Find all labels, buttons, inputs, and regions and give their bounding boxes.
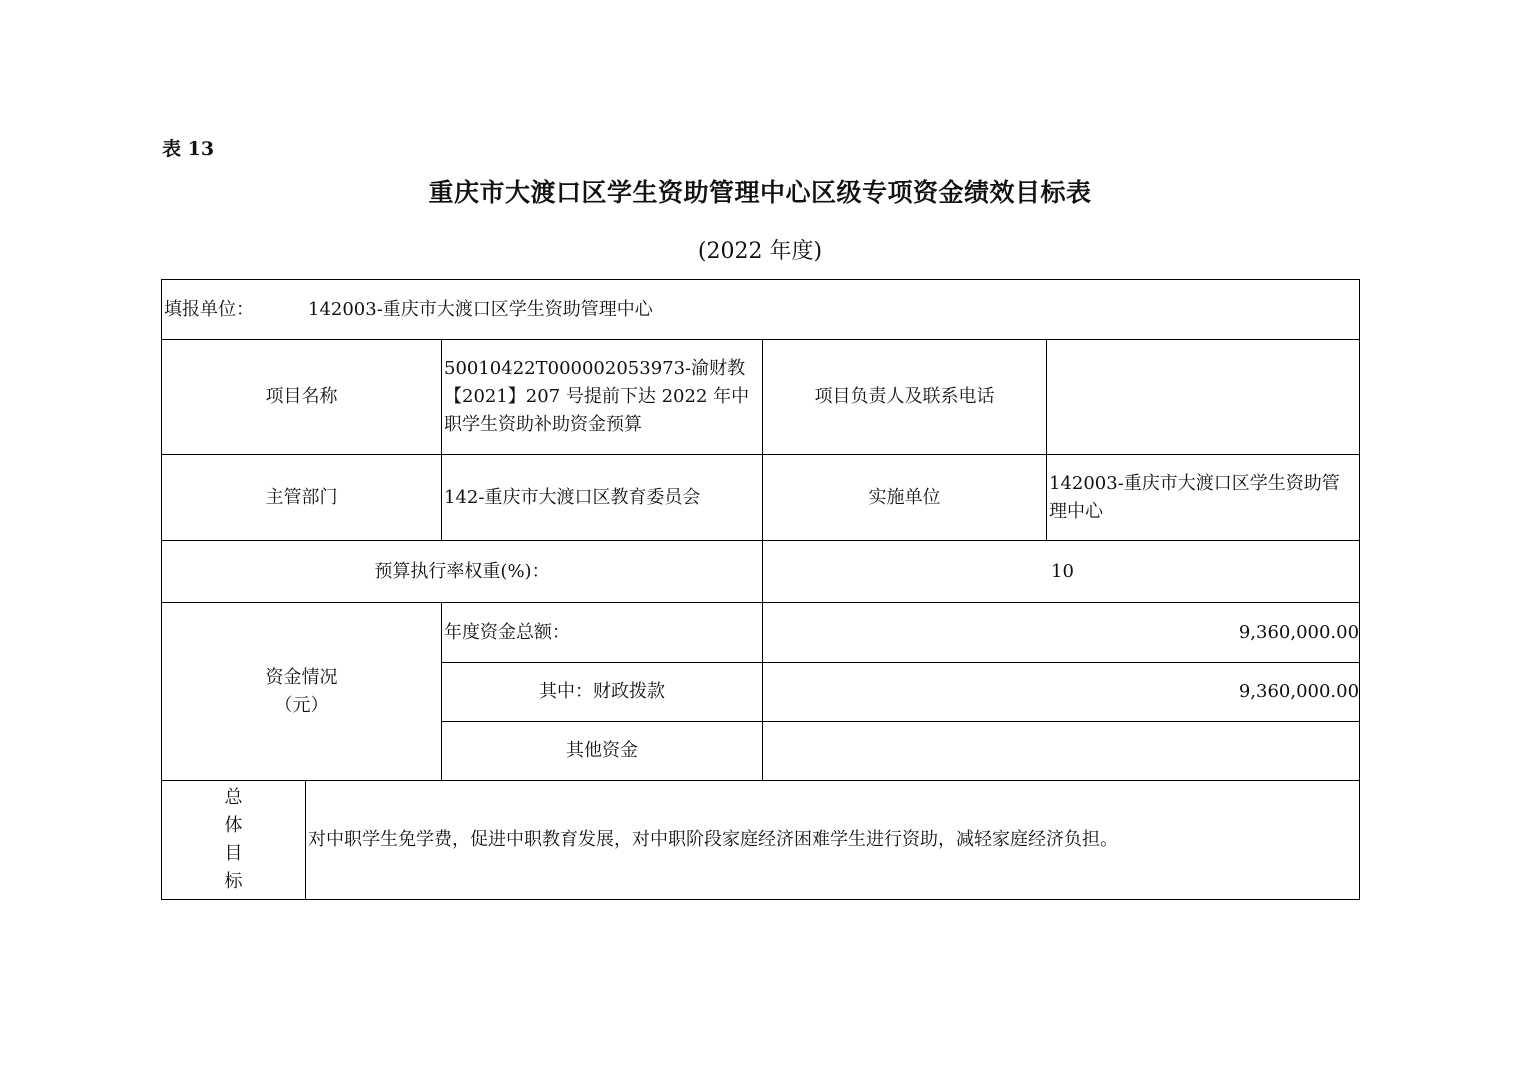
budget-weight-label: 预算执行率权重(%)： — [162, 541, 763, 603]
reporting-unit-value: 142003-重庆市大渡口区学生资助管理中心 — [308, 298, 653, 320]
table-row — [162, 541, 1360, 603]
goal-label-char: 体 — [224, 815, 243, 836]
table-row — [162, 603, 1360, 663]
reporting-unit-cell — [162, 280, 1360, 340]
table-row — [162, 455, 1360, 541]
table-row — [162, 781, 1360, 900]
funds-label — [162, 603, 442, 781]
project-contact-value — [1047, 340, 1360, 455]
page-subtitle: (2022 年度) — [697, 239, 823, 264]
page-title: 重庆市大渡口区学生资助管理中心区级专项资金绩效目标表 — [428, 178, 1092, 207]
implementing-unit-value: 142003-重庆市大渡口区学生资助管理中心 — [1047, 455, 1360, 541]
department-value: 142-重庆市大渡口区教育委员会 — [442, 455, 763, 541]
table-label: 表 13 — [162, 138, 215, 160]
project-name-value: 50010422T000002053973-渝财教【2021】207 号提前下达 2022 年中职学生资助补助资金预算 — [442, 340, 763, 455]
other-funds-label: 其他资金 — [442, 722, 763, 781]
funds-label-line2: （元） — [274, 694, 329, 716]
funds-label-line1: 资金情况 — [265, 666, 338, 688]
goal-label-char: 目 — [224, 843, 243, 864]
performance-goal-table — [161, 279, 1360, 900]
goal-label-char: 总 — [224, 787, 243, 808]
project-name-label: 项目名称 — [162, 340, 442, 455]
budget-weight-value: 10 — [763, 541, 1360, 603]
table-row — [162, 280, 1360, 340]
annual-total-value: 9,360,000.00 — [763, 603, 1360, 663]
fiscal-allocation-label: 其中：财政拨款 — [442, 663, 763, 722]
project-contact-label: 项目负责人及联系电话 — [763, 340, 1047, 455]
overall-goal-value: 对中职学生免学费，促进中职教育发展，对中职阶段家庭经济困难学生进行资助，减轻家庭经济负担。 — [306, 781, 1360, 900]
reporting-unit-label: 填报单位： — [164, 298, 254, 320]
overall-goal-label — [162, 781, 306, 900]
table-row — [162, 340, 1360, 455]
fiscal-allocation-value: 9,360,000.00 — [763, 663, 1360, 722]
department-label: 主管部门 — [162, 455, 442, 541]
goal-label-char: 标 — [224, 871, 243, 892]
other-funds-value — [763, 722, 1360, 781]
annual-total-label: 年度资金总额： — [442, 603, 763, 663]
implementing-unit-label: 实施单位 — [763, 455, 1047, 541]
